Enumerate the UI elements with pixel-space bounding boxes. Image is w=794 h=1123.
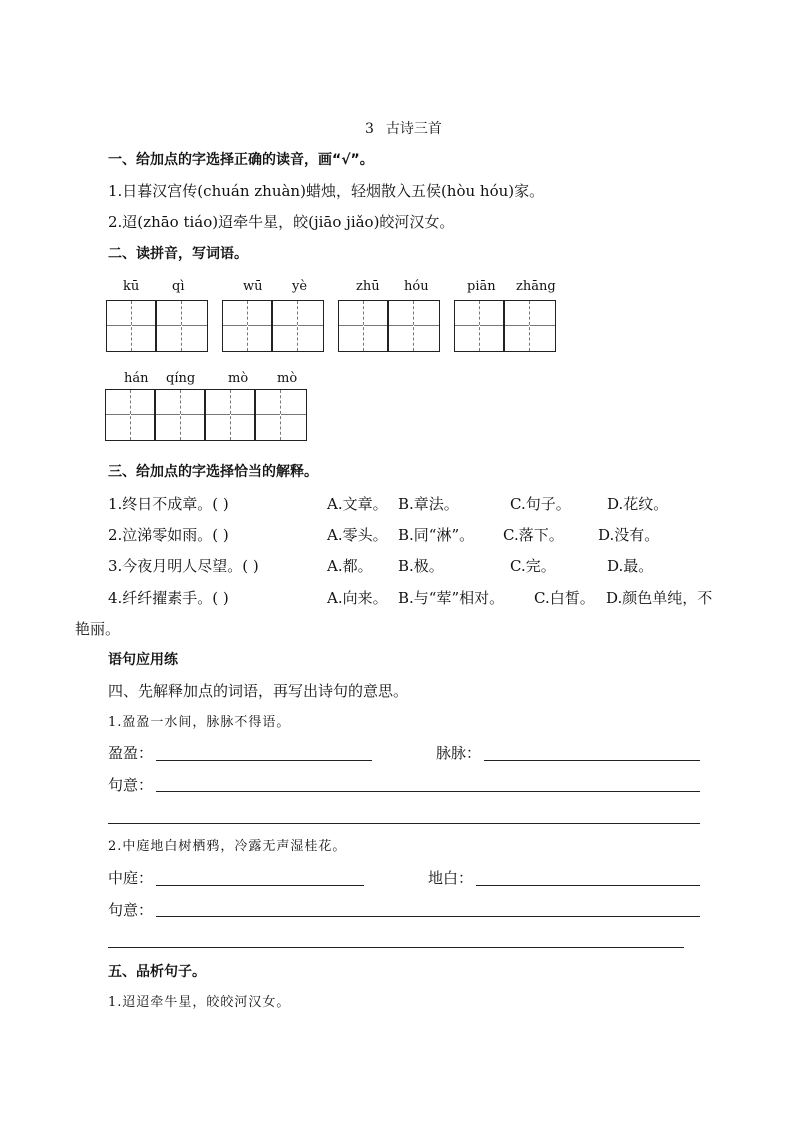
answer-line-juyi-2a[interactable] — [156, 915, 700, 917]
section3-heading: 三、给加点的字选择恰当的解释。 — [108, 464, 318, 480]
section1-heading: 一、给加点的字选择正确的读音，画“√”。 — [108, 152, 374, 168]
section3-q1: 1.终日不成章。( ) — [108, 495, 229, 513]
pinyin: qì — [172, 279, 185, 294]
section4-q1: 1.盈盈一水间，脉脉不得语。 — [108, 715, 291, 730]
word-grid-3[interactable] — [338, 300, 440, 352]
pinyin: yè — [292, 279, 308, 294]
answer-line-juyi-2b[interactable] — [108, 946, 684, 948]
word-grid-2[interactable] — [222, 300, 324, 352]
word-grid-4[interactable] — [454, 300, 556, 352]
answer-line-juyi-1a[interactable] — [156, 790, 700, 792]
section4-q2: 2.中庭地白树栖鸦，冷露无声湿桂花。 — [108, 839, 347, 854]
label-juyi-1: 句意： — [108, 776, 154, 794]
option-d: D.最。 — [607, 557, 654, 575]
lesson-title: 古诗三首 — [385, 121, 442, 137]
pinyin: qíng — [166, 371, 196, 386]
answer-line-maimai[interactable] — [484, 759, 700, 761]
option-d: D.没有。 — [598, 526, 660, 544]
option-b: B.同“淋”。 — [398, 526, 475, 544]
answer-line-juyi-1b[interactable] — [108, 822, 700, 824]
label-maimai: 脉脉： — [436, 744, 482, 762]
section3-q2: 2.泣涕零如雨。( ) — [108, 526, 229, 544]
pinyin: kū — [123, 279, 140, 294]
label-juyi-2: 句意： — [108, 901, 154, 919]
option-b: B.章法。 — [398, 495, 459, 513]
label-yingying: 盈盈： — [108, 744, 154, 762]
lesson-number: 3 — [365, 121, 374, 137]
section5-heading: 五、品析句子。 — [108, 964, 206, 980]
option-c: C.落下。 — [503, 526, 564, 544]
option-c: C.完。 — [510, 557, 556, 575]
section1-q1: 1.日暮汉宫传(chuán zhuàn)蜡烛，轻烟散入五侯(hòu hóu)家。 — [108, 182, 545, 200]
practice-label: 语句应用练 — [108, 652, 178, 668]
pinyin: mò — [228, 371, 249, 386]
section3-q4: 4.纤纤擢素手。( ) — [108, 589, 229, 607]
page-title — [365, 122, 442, 136]
option-a: A.零头。 — [327, 526, 388, 544]
option-c: C.白皙。 — [534, 589, 595, 607]
pinyin: hán — [124, 371, 149, 386]
word-grid-1[interactable] — [106, 300, 208, 352]
section4-heading: 四、先解释加点的词语，再写出诗句的意思。 — [108, 682, 409, 700]
pinyin: mò — [277, 371, 298, 386]
section2-heading: 二、读拼音，写词语。 — [108, 246, 248, 262]
pinyin: wū — [243, 279, 263, 294]
option-d: D.花纹。 — [607, 495, 669, 513]
section5-q1: 1.迢迢牵牛星，皎皎河汉女。 — [108, 995, 291, 1010]
option-a: A.都。 — [327, 557, 373, 575]
option-b: B.极。 — [398, 557, 444, 575]
pinyin: hóu — [404, 279, 429, 294]
pinyin: piān — [467, 279, 496, 294]
option-c: C.句子。 — [510, 495, 571, 513]
word-grid-5[interactable] — [105, 389, 307, 441]
pinyin: zhū — [356, 279, 380, 294]
label-zhongting: 中庭： — [108, 869, 154, 887]
pinyin: zhāng — [516, 279, 556, 294]
section1-q2: 2.迢(zhāo tiáo)迢牵牛星，皎(jiāo jiǎo)皎河汉女。 — [108, 213, 455, 231]
option-d-wrap: 艳丽。 — [75, 620, 121, 638]
option-d: D.颜色单纯，不 — [606, 589, 713, 607]
label-dibai: 地白： — [428, 869, 474, 887]
answer-line-yingying[interactable] — [156, 759, 372, 761]
section3-q3: 3.今夜月明人尽望。( ) — [108, 557, 259, 575]
option-b: B.与“荤”相对。 — [398, 589, 505, 607]
answer-line-dibai[interactable] — [476, 884, 700, 886]
option-a: A.文章。 — [327, 495, 388, 513]
option-a: A.向来。 — [327, 589, 388, 607]
answer-line-zhongting[interactable] — [156, 884, 364, 886]
